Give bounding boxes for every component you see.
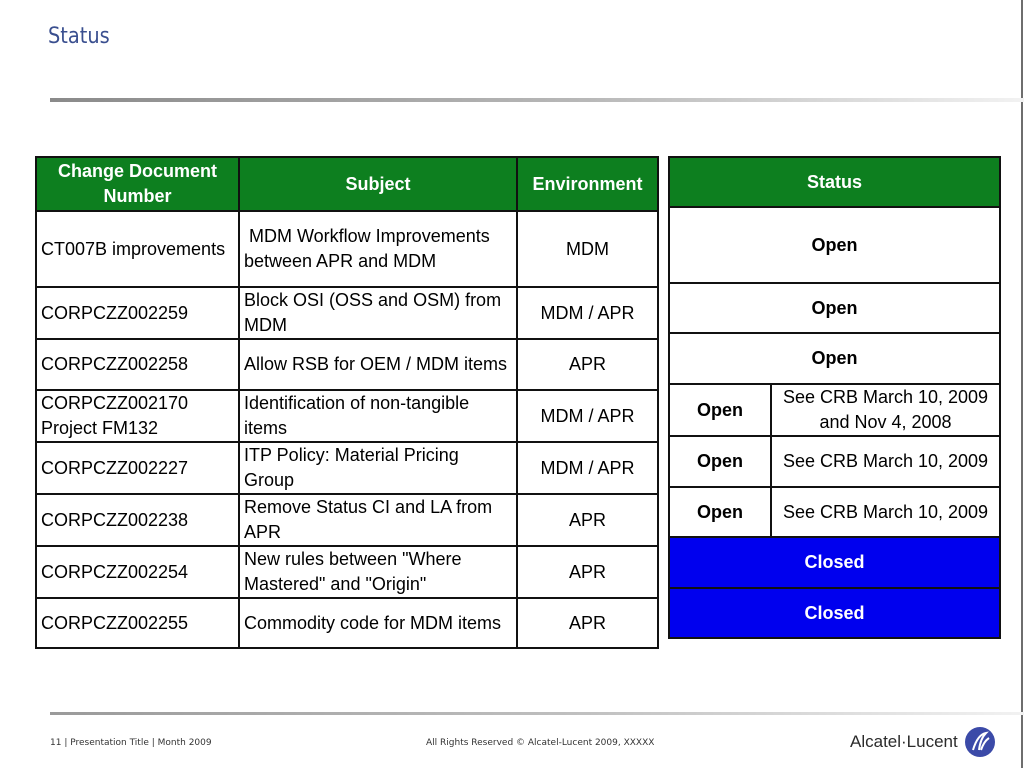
doc-number-cell: CORPCZZ002227	[36, 442, 239, 494]
footer-slide-info: 11 | Presentation Title | Month 2009	[50, 738, 212, 748]
doc-number-cell: CORPCZZ002254	[36, 546, 239, 598]
status-row	[669, 537, 1000, 588]
table-row	[36, 390, 658, 442]
footer-copyright: All Rights Reserved © Alcatel-Lucent 2009, XXXXX	[426, 738, 655, 748]
subject-cell: MDM Workflow Improvements between APR and MDM	[239, 211, 517, 287]
status-badge-closed: Closed	[669, 588, 1000, 638]
status-row	[669, 588, 1000, 638]
environment-cell: MDM	[517, 211, 658, 287]
logo-text: Alcatel·Lucent	[850, 732, 958, 751]
environment-cell: MDM / APR	[517, 442, 658, 494]
doc-number-cell: CORPCZZ002170 Project FM132	[36, 390, 239, 442]
status-note: See CRB March 10, 2009	[771, 436, 1000, 487]
status-row	[669, 384, 1000, 436]
subject-cell: Block OSI (OSS and OSM) from MDM	[239, 287, 517, 339]
subject-cell: Allow RSB for OEM / MDM items	[239, 339, 517, 390]
status-badge: Open	[669, 283, 1000, 333]
status-note: See CRB March 10, 2009	[771, 487, 1000, 537]
header-subject: Subject	[239, 157, 517, 211]
table-row	[36, 287, 658, 339]
doc-number-cell: CORPCZZ002255	[36, 598, 239, 648]
table-row	[36, 442, 658, 494]
footer-divider	[50, 712, 1024, 715]
slide-right-border	[1021, 0, 1023, 768]
subject-cell: Commodity code for MDM items	[239, 598, 517, 648]
environment-cell: APR	[517, 339, 658, 390]
table-row	[36, 546, 658, 598]
doc-number-cell: CORPCZZ002238	[36, 494, 239, 546]
subject-cell: Identification of non-tangible items	[239, 390, 517, 442]
alcatel-lucent-logo-icon	[964, 726, 996, 758]
company-logo	[850, 726, 996, 758]
status-row	[669, 207, 1000, 283]
environment-cell: APR	[517, 546, 658, 598]
header-environment: Environment	[517, 157, 658, 211]
environment-cell: APR	[517, 598, 658, 648]
change-document-table	[35, 156, 659, 649]
header-status: Status	[669, 157, 1000, 207]
environment-cell: MDM / APR	[517, 390, 658, 442]
table-row	[36, 211, 658, 287]
status-row	[669, 283, 1000, 333]
subject-cell: ITP Policy: Material Pricing Group	[239, 442, 517, 494]
doc-number-cell: CORPCZZ002259	[36, 287, 239, 339]
subject-cell: Remove Status CI and LA from APR	[239, 494, 517, 546]
status-row	[669, 487, 1000, 537]
status-badge: Open	[669, 207, 1000, 283]
status-row	[669, 333, 1000, 384]
status-badge: Open	[669, 436, 771, 487]
page-title: Status	[48, 24, 110, 49]
title-divider	[50, 98, 1024, 102]
table-header-row	[36, 157, 658, 211]
status-table	[668, 156, 1001, 639]
status-row	[669, 436, 1000, 487]
environment-cell: MDM / APR	[517, 287, 658, 339]
doc-number-cell: CORPCZZ002258	[36, 339, 239, 390]
status-badge: Open	[669, 384, 771, 436]
environment-cell: APR	[517, 494, 658, 546]
table-header-row	[669, 157, 1000, 207]
table-row	[36, 598, 658, 648]
subject-cell: New rules between "Where Mastered" and "Origin"	[239, 546, 517, 598]
status-note: See CRB March 10, 2009 and Nov 4, 2008	[771, 384, 1000, 436]
status-badge-closed: Closed	[669, 537, 1000, 588]
table-row	[36, 494, 658, 546]
status-badge: Open	[669, 333, 1000, 384]
doc-number-cell: CT007B improvements	[36, 211, 239, 287]
table-row	[36, 339, 658, 390]
header-change-document-number: Change Document Number	[36, 157, 239, 211]
status-badge: Open	[669, 487, 771, 537]
